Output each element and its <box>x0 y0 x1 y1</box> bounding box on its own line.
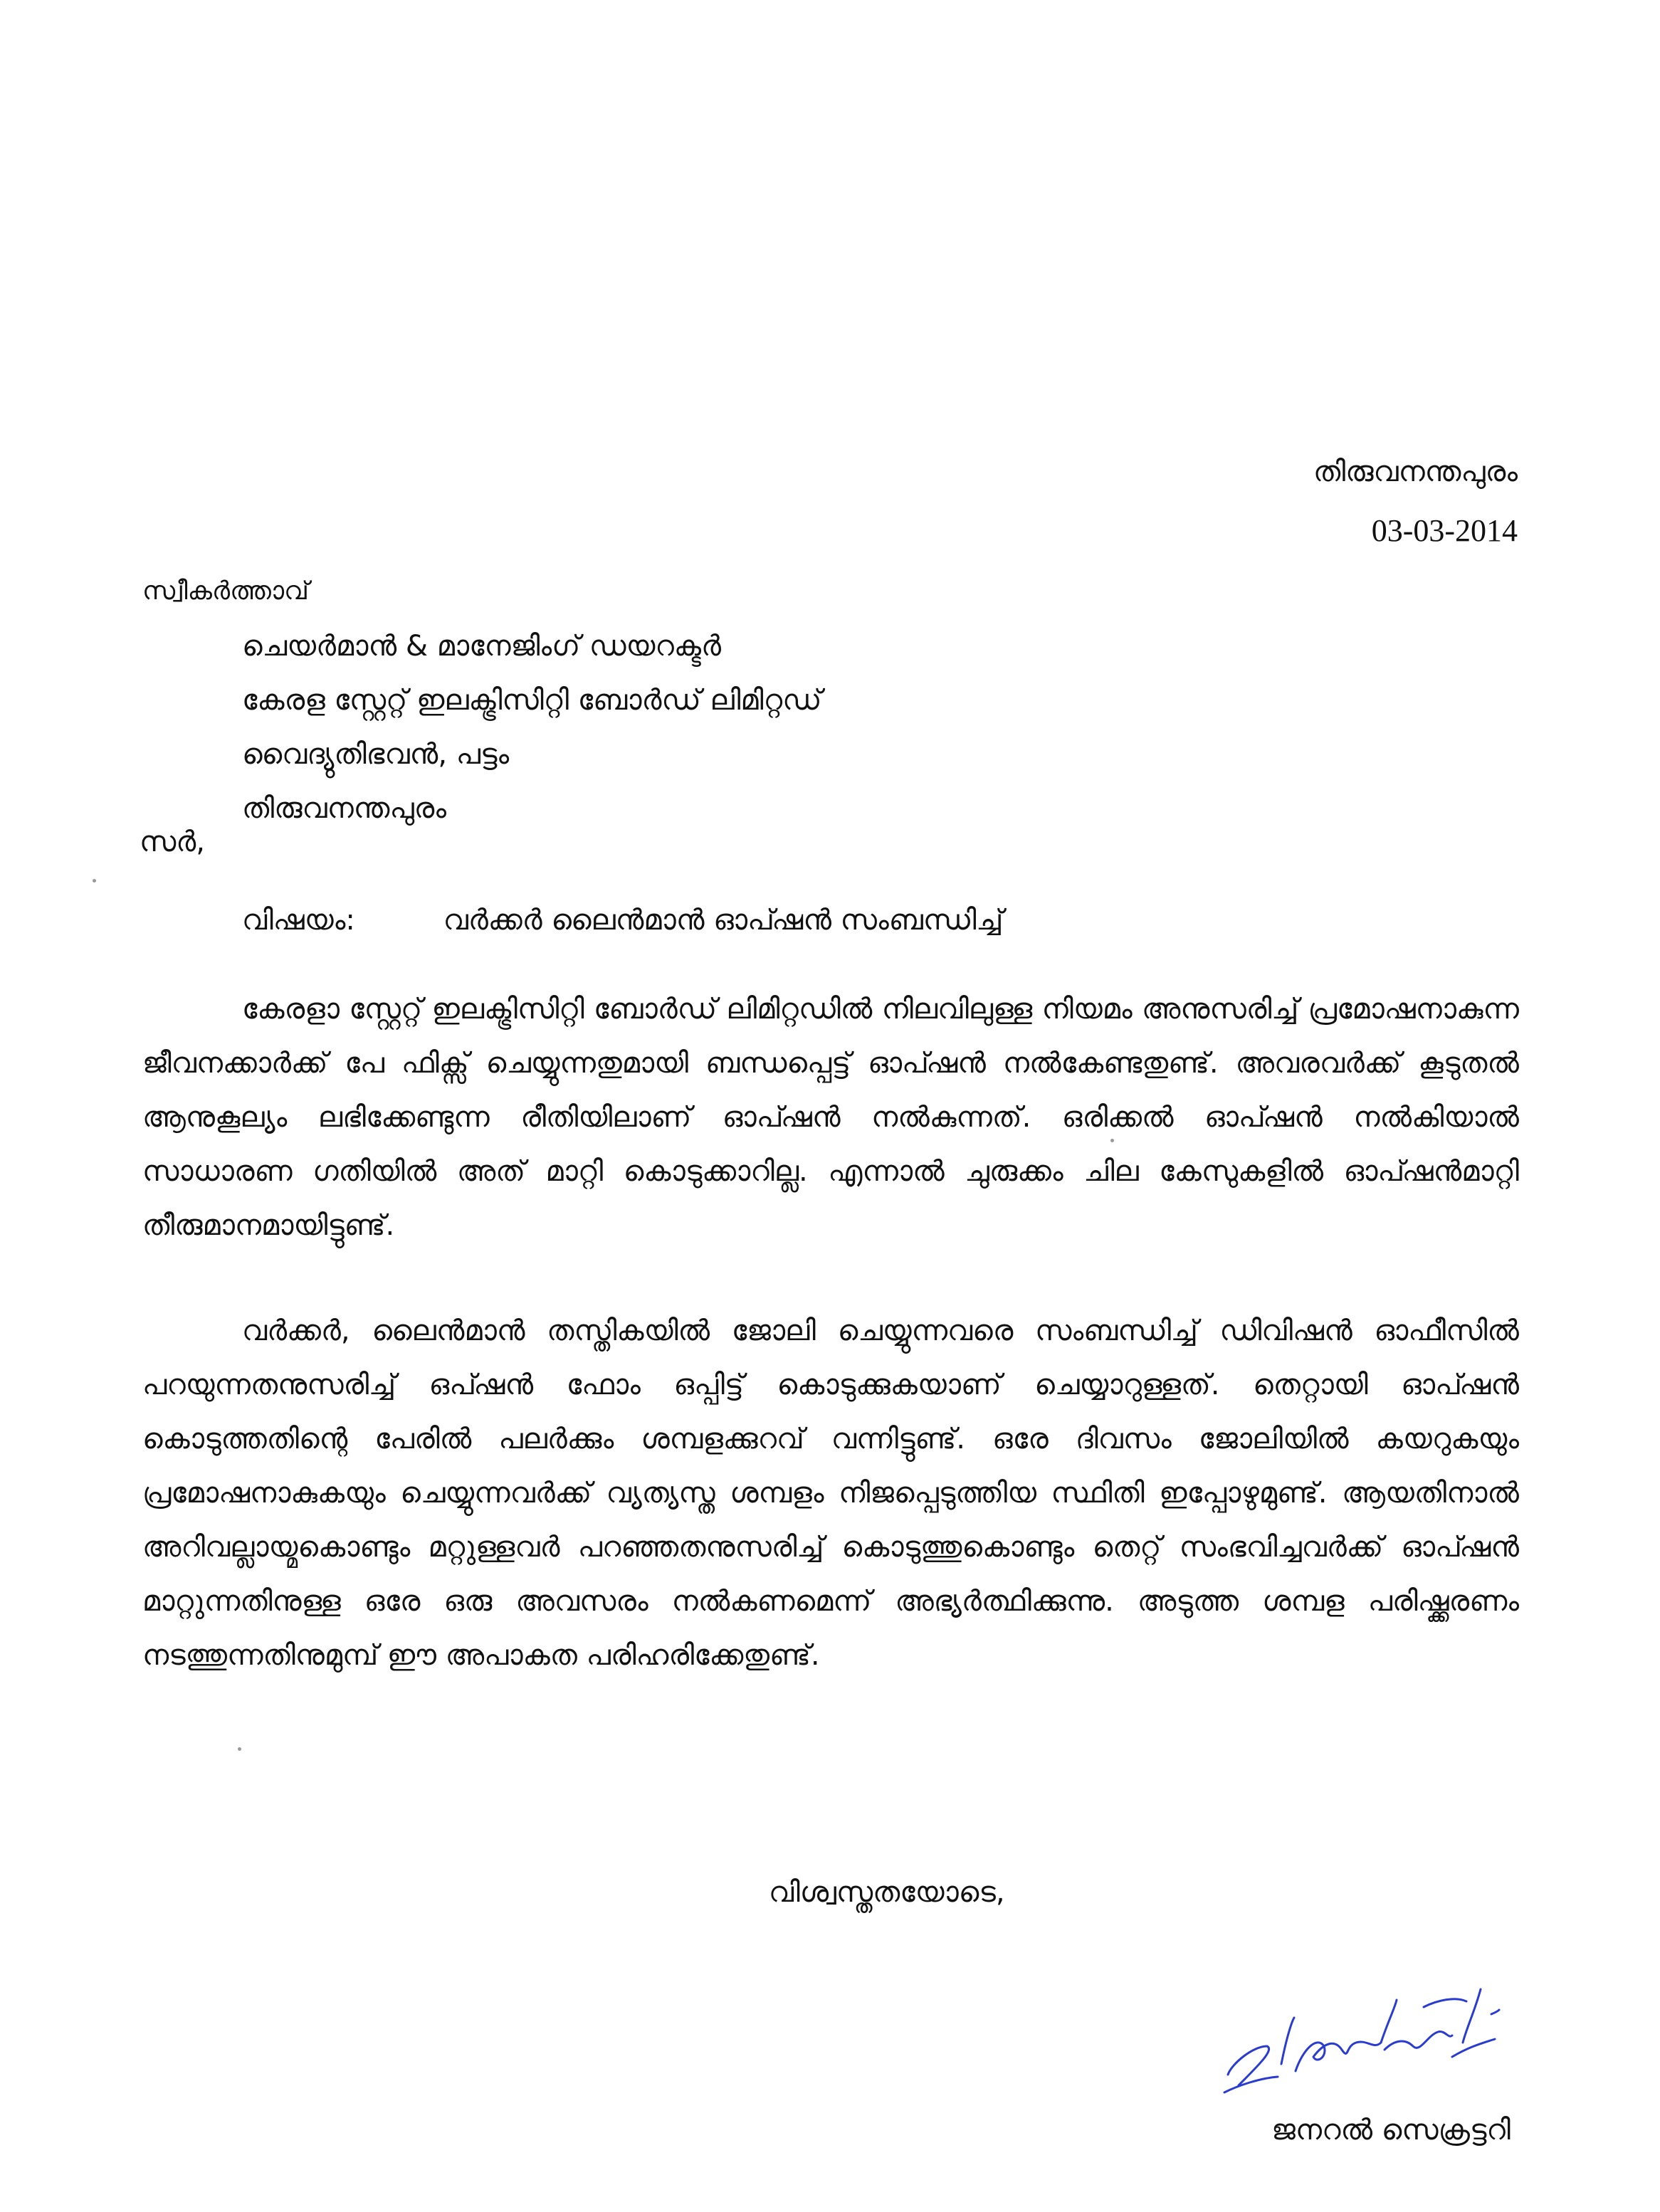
salutation: സർ, <box>140 826 205 858</box>
handwritten-signature <box>1210 1979 1516 2107</box>
place-of-writing: തിരുവനന്തപുരം <box>1313 455 1518 488</box>
letter-date: 03-03-2014 <box>1371 513 1518 548</box>
recipient-designation: ചെയർമാൻ & മാനേജിംഗ് ഡയറക്ടർ <box>242 630 722 663</box>
subject-line <box>242 904 1003 937</box>
recipient-organization: കേരള സ്റ്റേറ്റ് ഇലക്ട്രിസിറ്റി ബോർഡ് ലിമിറ്റഡ് <box>242 684 822 717</box>
closing-phrase: വിശ്വസ്തതയോടെ, <box>769 1876 1005 1909</box>
scan-speck <box>238 1747 241 1751</box>
signatory-designation: ജനറൽ സെക്രട്ടറി <box>1271 2114 1511 2147</box>
scan-speck <box>93 879 96 883</box>
scan-speck <box>1110 1139 1114 1142</box>
body-paragraph-2: വർക്കർ, ലൈൻമാൻ തസ്തികയിൽ ജോലി ചെയ്യുന്നവരെ സംബന്ധിച്ച് ഡിവിഷൻ ഓഫീസിൽ പറയുന്നതനുസരിച്ച് ഒപ്ഷൻ ഫോം ഒപ്പിട്ട് കൊടുക്കുകയാണ് ചെയ്യാറുള്ളത്. തെറ്റായി ഓപ്ഷൻ കൊടുത്തതിന്റെ പേരിൽ പലർക്കും ശമ്പളക്കുറവ് വന്നിട്ടുണ്ട്. ഒരേ ദിവസം ജോലിയിൽ കയറുകയും പ്രമോഷനാകുകയും ചെയ്യുന്നവർക്ക് വ്യത്യസ്ത ശമ്പളം നിജപ്പെടുത്തിയ സ്ഥിതി ഇപ്പോഴുമുണ്ട്. ആയതിനാൽ അറിവല്ലായ്മകൊണ്ടും മറ്റുള്ളവർ പറഞ്ഞതനുസരിച്ച് കൊടുത്തുകൊണ്ടും തെറ്റ് സംഭവിച്ചവർക്ക് ഓപ്ഷൻ മാറ്റുന്നതിനുള്ള ഒരേ ഒരു അവസരം നൽകണമെന്ന് അഭ്യർത്ഥിക്കുന്നു. അടുത്ത ശമ്പള പരിഷ്ക്കരണം നടത്തുന്നതിനുമുമ്പ് ഈ അപാകത പരിഹരിക്കേതുണ്ട്. <box>142 1315 1519 1672</box>
subject-text: വർക്കർ ലൈൻമാൻ ഓപ്ഷൻ സംബന്ധിച്ച് <box>443 904 1004 937</box>
subject-label: വിഷയം: <box>242 904 355 937</box>
recipient-address <box>242 619 821 836</box>
recipient-building: വൈദ്യുതിഭവൻ, പട്ടം <box>242 738 510 771</box>
recipient-city: തിരുവനന്തപുരം <box>242 792 447 825</box>
recipient-label: സ്വീകർത്താവ് <box>142 576 309 606</box>
body-paragraph-1: കേരളാ സ്റ്റേറ്റ് ഇലക്ട്രിസിറ്റി ബോർഡ് ലിമിറ്റഡിൽ നിലവിലുള്ള നിയമം അനുസരിച്ച് പ്രമോഷനാകുന്ന ജീവനക്കാർക്ക് പേ ഫിക്സ് ചെയ്യുന്നതുമായി ബന്ധപ്പെട്ട് ഓപ്ഷൻ നൽകേണ്ടതുണ്ട്. അവരവർക്ക് കൂടുതൽ ആനുകൂല്യം ലഭിക്കേണ്ടുന്ന രീതിയിലാണ് ഓപ്ഷൻ നൽകുന്നത്. ഒരിക്കൽ ഓപ്ഷൻ നൽകിയാൽ സാധാരണ ഗതിയിൽ അത് മാറ്റി കൊടുക്കാറില്ല. എന്നാൽ ചുരുക്കം ചില കേസുകളിൽ ഓപ്ഷൻമാറ്റി തീരുമാനമായിട്ടുണ്ട്. <box>142 993 1519 1242</box>
